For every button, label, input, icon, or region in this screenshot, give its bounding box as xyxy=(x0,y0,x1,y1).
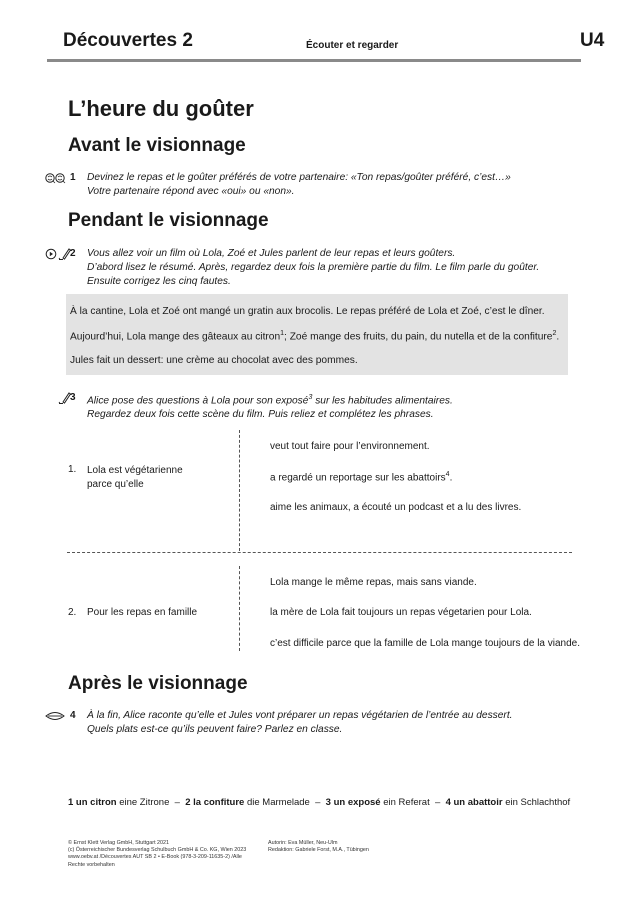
footnote-ref: 1 xyxy=(280,330,285,337)
footnote-ref: 2 xyxy=(552,330,557,337)
legal-line: Autorin: Eva Müller, Neu-Ulm xyxy=(268,840,338,846)
option-text: . xyxy=(449,472,453,484)
stem-line: parce qu’elle xyxy=(87,479,144,490)
option-text: a regardé un reportage sur les abattoirs xyxy=(270,472,446,484)
footnote-separator: – xyxy=(429,797,446,808)
footnote-term: 1 un citron xyxy=(68,797,117,808)
exercise-number-2: 2 xyxy=(70,248,76,259)
footnotes xyxy=(68,797,570,808)
header-divider xyxy=(47,59,581,62)
instruction-line: Quels plats est-ce qu’ils peuvent faire? Parlez en classe. xyxy=(87,724,343,735)
matching-divider-horizontal xyxy=(67,552,572,553)
copyright-notice xyxy=(68,840,246,869)
exercise-3-instructions xyxy=(87,391,453,422)
matching-divider-vertical xyxy=(239,566,240,651)
footnote-translation: ein Schlachthof xyxy=(502,797,571,808)
instruction-line: Regardez deux fois cette scène du film. Puis reliez et complétez les phrases. xyxy=(87,409,434,421)
matching-divider-vertical xyxy=(239,430,240,551)
option-1b[interactable] xyxy=(270,471,452,483)
instruction-line: Ensuite corrigez les cinq fautes. xyxy=(87,276,231,287)
summary-text: . xyxy=(556,331,560,343)
option-2b[interactable]: la mère de Lola fait toujours un repas végetarien pour Lola. xyxy=(270,607,532,618)
option-1a[interactable]: veut tout faire pour l’environnement. xyxy=(270,441,430,452)
instruction-text: sur les habitudes alimentaires. xyxy=(312,395,453,407)
book-title: Découvertes 2 xyxy=(63,30,193,51)
legal-line: www.oebv.at /Découvertes AUT SB 2 • E-Book (978-3-209-11635-2) /Alle xyxy=(68,854,242,861)
item-number: 2. xyxy=(68,607,77,618)
summary-line-2 xyxy=(70,330,559,342)
footnote-term: 4 un abattoir xyxy=(445,797,503,808)
footnote-separator: – xyxy=(309,797,326,808)
legal-line: © Ernst Klett Verlag GmbH, Stuttgart 2021 xyxy=(68,840,170,846)
item-1-stem xyxy=(87,464,183,492)
instruction-line: À la fin, Alice raconte qu’elle et Jules vont préparer un repas végétarien de l’entrée au dessert. xyxy=(87,710,513,721)
exercise-2-instructions xyxy=(87,247,539,289)
footnote-translation: eine Zitrone xyxy=(116,797,170,808)
option-1c[interactable]: aime les animaux, a écouté un podcast et a lu des livres. xyxy=(270,502,522,513)
page-header xyxy=(0,0,640,62)
speech-lips-icon xyxy=(45,710,65,722)
item-2-stem: Pour les repas en famille xyxy=(87,607,198,618)
instruction-line: D’abord lisez le résumé. Après, regardez deux fois la première partie du film. Le film parle du goûter. xyxy=(87,262,540,273)
exercise-4-instructions xyxy=(87,709,512,737)
instruction-line: Devinez le repas et le goûter préférés de votre partenaire: «Ton repas/goûter préféré, c’est…» xyxy=(87,172,511,183)
footnote-ref: 4 xyxy=(445,471,450,478)
option-2c[interactable]: c’est difficile parce que la famille de Lola mange toujours de la viande. xyxy=(270,638,580,649)
pair-speaking-icon xyxy=(45,172,67,184)
credits xyxy=(268,840,369,854)
exercise-number-4: 4 xyxy=(70,710,76,721)
stem-line: Lola est végétarienne xyxy=(87,465,183,476)
footnote-translation: ein Referat xyxy=(380,797,430,808)
instruction-line: Vous allez voir un film où Lola, Zoé et Jules parlent de leur repas et leurs goûters. xyxy=(87,248,456,259)
summary-line-1: À la cantine, Lola et Zoé ont mangé un gratin aux brocolis. Le repas préféré de Lola et Zoé, c’est le dîner. xyxy=(70,306,545,317)
exercise-number-3: 3 xyxy=(70,392,76,403)
summary-line-3: Jules fait un dessert: une crème au chocolat avec des pommes. xyxy=(70,355,358,366)
exercise-2-icons xyxy=(45,247,72,261)
summary-text: Aujourd’hui, Lola mange des gâteaux au citron xyxy=(70,331,281,343)
exercise-number-1: 1 xyxy=(70,172,76,183)
footnote-translation: die Marmelade xyxy=(244,797,310,808)
item-number: 1. xyxy=(68,464,77,475)
footnote-ref: 3 xyxy=(308,394,313,401)
legal-line: Rechte vorbehalten xyxy=(68,861,115,868)
unit-label: U4 xyxy=(580,30,605,51)
legal-line: (c) Österreichischer Bundesverlag Schulbuch GmbH & Co. KG, Wien 2023 xyxy=(68,847,247,854)
page-title: L’heure du goûter xyxy=(68,96,254,121)
pencil-write-icon xyxy=(45,391,72,405)
section-heading-before: Avant le visionnage xyxy=(68,135,246,156)
option-2a[interactable]: Lola mange le même repas, mais sans viande. xyxy=(270,577,477,588)
instruction-text: Alice pose des questions à Lola pour son exposé xyxy=(87,395,309,407)
instruction-line: Votre partenaire répond avec «oui» ou «non». xyxy=(87,186,295,197)
exercise-1-instructions xyxy=(87,171,511,199)
section-heading-after: Après le visionnage xyxy=(68,673,248,694)
summary-box xyxy=(66,294,568,375)
section-category: Écouter et regarder xyxy=(306,40,399,51)
summary-text: ; Zoé mange des fruits, du pain, du nutella et de la confiture xyxy=(284,331,553,343)
video-play-icon xyxy=(45,248,57,260)
footnote-term: 3 un exposé xyxy=(325,797,381,808)
legal-line: Redaktion: Gabriele Forst, M.A., Tübingen xyxy=(268,847,369,854)
instruction-line xyxy=(87,391,453,408)
footnote-separator: – xyxy=(169,797,186,808)
section-heading-during: Pendant le visionnage xyxy=(68,210,269,231)
footnote-term: 2 la confiture xyxy=(185,797,245,808)
